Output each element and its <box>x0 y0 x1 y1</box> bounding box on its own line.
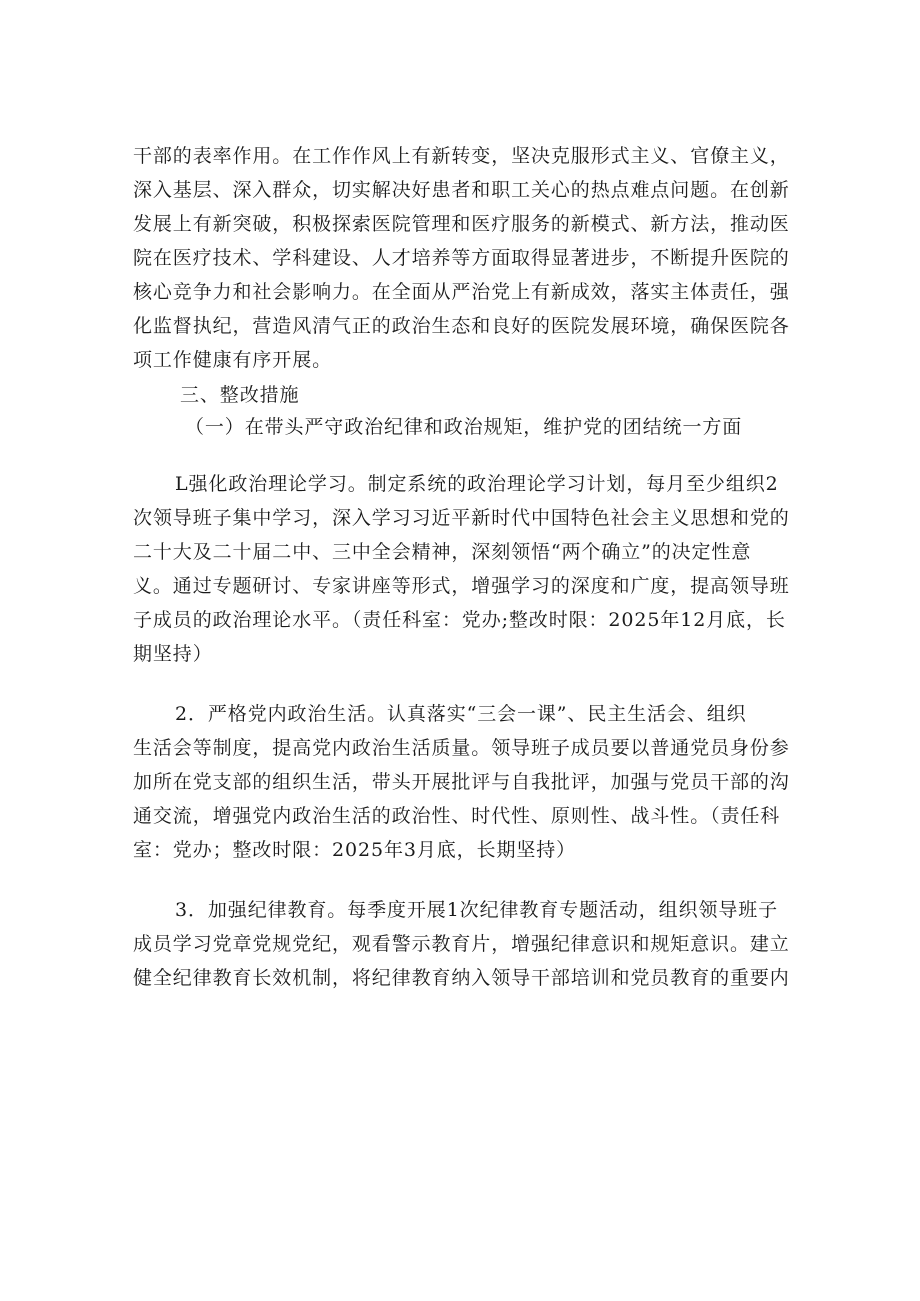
intro-line: 院在医疗技术、学科建设、人才培养等方面取得显著进步，不断提升医院的 <box>133 247 790 269</box>
item-3-line: 健全纪律教育长效机制，将纪律教育纳入领导干部培训和党员教育的重要内 <box>133 967 790 989</box>
intro-line: 深入基层、深入群众，切实解决好患者和职工关心的热点难点问题。在创新 <box>133 179 790 201</box>
item-1-line: 二十大及二十届二中、三中全会精神，深刻领悟“两个确立”的决定性意 <box>133 541 752 563</box>
item-3-line: 3．加强纪律教育。每季度开展1次纪律教育专题活动，组织领导班子 <box>175 899 779 921</box>
item-1-line: 期坚持） <box>133 643 213 665</box>
section-heading: 三、整改措施 <box>180 384 300 406</box>
intro-line: 项工作健康有序开展。 <box>133 349 333 371</box>
item-1-line: 子成员的政治理论水平。（责任科室：党办;整改时限：2025年12月底，长 <box>133 609 786 631</box>
item-1-line: 次领导班子集中学习，深入学习习近平新时代中国特色社会主义思想和党的 <box>133 507 790 529</box>
intro-line: 核心竞争力和社会影响力。在全面从严治党上有新成效，落实主体责任，强 <box>133 281 790 303</box>
item-1-line: L强化政治理论学习。制定系统的政治理论学习计划，每月至少组织2 <box>175 473 779 495</box>
intro-line: 化监督执纪，营造风清气正的政治生态和良好的医院发展环境，确保医院各 <box>133 315 790 337</box>
item-2-line: 2．严格党内政治生活。认真落实“三会一课”、民主生活会、组织 <box>175 703 747 725</box>
subsection-heading: （一）在带头严守政治纪律和政治规矩，维护党的团结统一方面 <box>185 416 743 438</box>
intro-line: 干部的表率作用。在工作作风上有新转变，坚决克服形式主义、官僚主义， <box>133 145 790 167</box>
item-1-line: 义。通过专题研讨、专家讲座等形式，增强学习的深度和广度，提高领导班 <box>133 575 790 597</box>
item-2-line: 室：党办；整改时限：2025年3月底，长期坚持） <box>133 839 577 861</box>
item-3-line: 成员学习党章党规党纪，观看警示教育片，增强纪律意识和规矩意识。建立 <box>133 933 790 955</box>
item-2-line: 通交流，增强党内政治生活的政治性、时代性、原则性、战斗性。（责任科 <box>133 805 781 827</box>
item-2-line: 加所在党支部的组织生活，带头开展批评与自我批评，加强与党员干部的沟 <box>133 771 790 793</box>
intro-line: 发展上有新突破，积极探索医院管理和医疗服务的新模式、新方法，推动医 <box>133 213 790 235</box>
item-2-line: 生活会等制度，提高党内政治生活质量。领导班子成员要以普通党员身份参 <box>133 737 790 759</box>
